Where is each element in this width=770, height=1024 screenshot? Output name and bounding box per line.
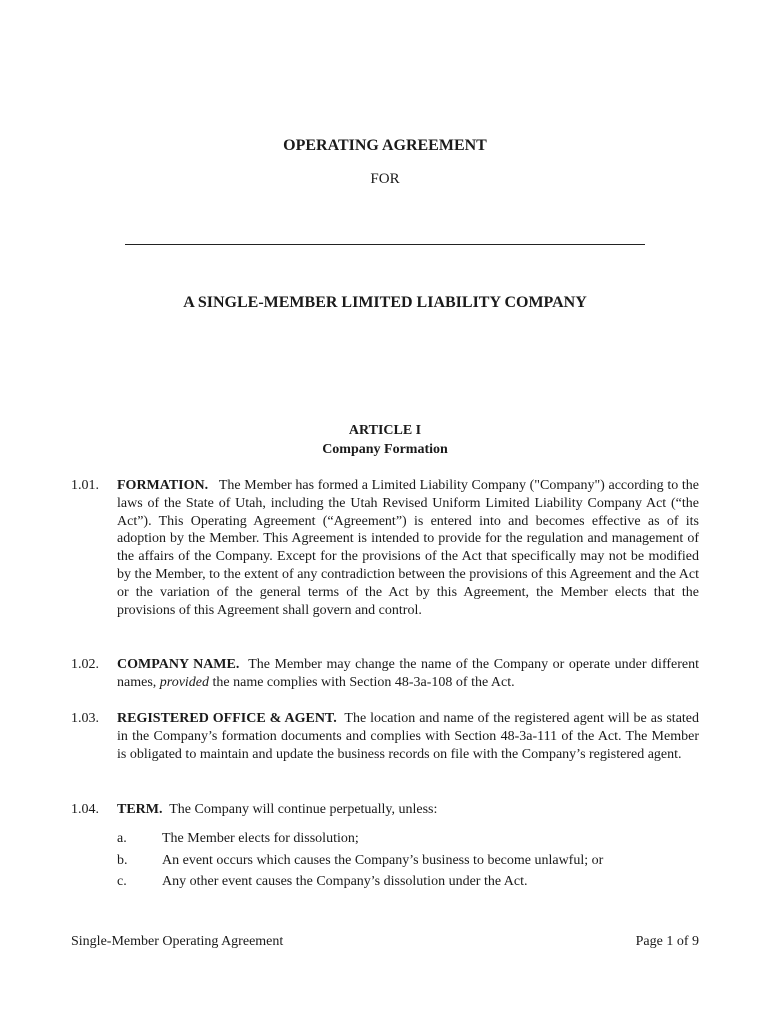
article-number: ARTICLE I	[348, 423, 422, 438]
section-text: The Company will continue perpetually, unless:	[169, 802, 438, 817]
list-item-letter: a.	[117, 831, 127, 846]
section-1-02	[71, 656, 699, 692]
section-heading: TERM.	[117, 802, 163, 817]
article-title: Company Formation	[322, 442, 448, 457]
section-text: The location and name of the registered agent will be as stated in the Company’s formation documents and complies with Section 48-3a-111 of the Act. The Member is obligated to maintain and update the business records on file with the Company’s registered agent.	[117, 711, 700, 762]
section-number: 1.04.	[71, 802, 99, 817]
section-text: The Member may change the name of the Company or operate under different names,	[117, 657, 699, 690]
document-title: OPERATING AGREEMENT	[283, 137, 487, 154]
section-body	[117, 656, 699, 692]
section-1-04	[71, 801, 699, 819]
list-item	[117, 871, 677, 893]
section-number: 1.03.	[71, 711, 99, 726]
section-number: 1.02.	[71, 657, 99, 672]
document-subtitle: A SINGLE-MEMBER LIMITED LIABILITY COMPANY	[183, 294, 587, 311]
company-name-blank-line	[125, 244, 645, 245]
list-item-text: Any other event causes the Company’s dissolution under the Act.	[162, 874, 528, 889]
list-item-text: The Member elects for dissolution;	[162, 831, 359, 846]
section-text-after: the name complies with Section 48-3a-108 of the Act.	[212, 674, 515, 690]
section-body	[117, 710, 699, 763]
footer-page-number: Page 1 of 9	[635, 934, 699, 949]
document-for-text: FOR	[370, 171, 400, 187]
list-item	[117, 850, 677, 872]
section-body	[117, 801, 699, 819]
section-1-03	[71, 710, 699, 763]
list-item-letter: b.	[117, 852, 128, 868]
section-heading: FORMATION.	[117, 478, 209, 493]
list-item-text: An event occurs which causes the Company’s business to become unlawful; or	[162, 852, 604, 868]
term-list	[117, 828, 677, 893]
list-item-letter: c.	[117, 874, 127, 889]
section-heading: COMPANY NAME.	[117, 657, 240, 672]
section-text-italic: provided	[159, 674, 210, 690]
section-text: The Member has formed a Limited Liability Company ("Company") according to the laws of the State of Utah, including the Utah Revised Uniform Limited Liability Company Act (“the Act”). This Operating Agreement (“Agreement”) is entered into and becomes effective as of its adoption by the Member. This Agreement is intended to provide for the regulation and management of the affairs of the Company. Except for the provisions of the Act that specifically may not be modified by the Member, to the extent of any contradiction between the provisions of this Agreement and the Act or the variation of the general terms of the Act by this Agreement, the Member elects that the provisions of this Agreement shall govern and control.	[117, 478, 699, 618]
footer-document-name: Single-Member Operating Agreement	[71, 934, 284, 949]
section-1-01	[71, 477, 699, 619]
section-number: 1.01.	[71, 478, 99, 493]
list-item	[117, 828, 677, 850]
section-body	[117, 477, 699, 619]
section-heading: REGISTERED OFFICE & AGENT.	[117, 711, 337, 726]
